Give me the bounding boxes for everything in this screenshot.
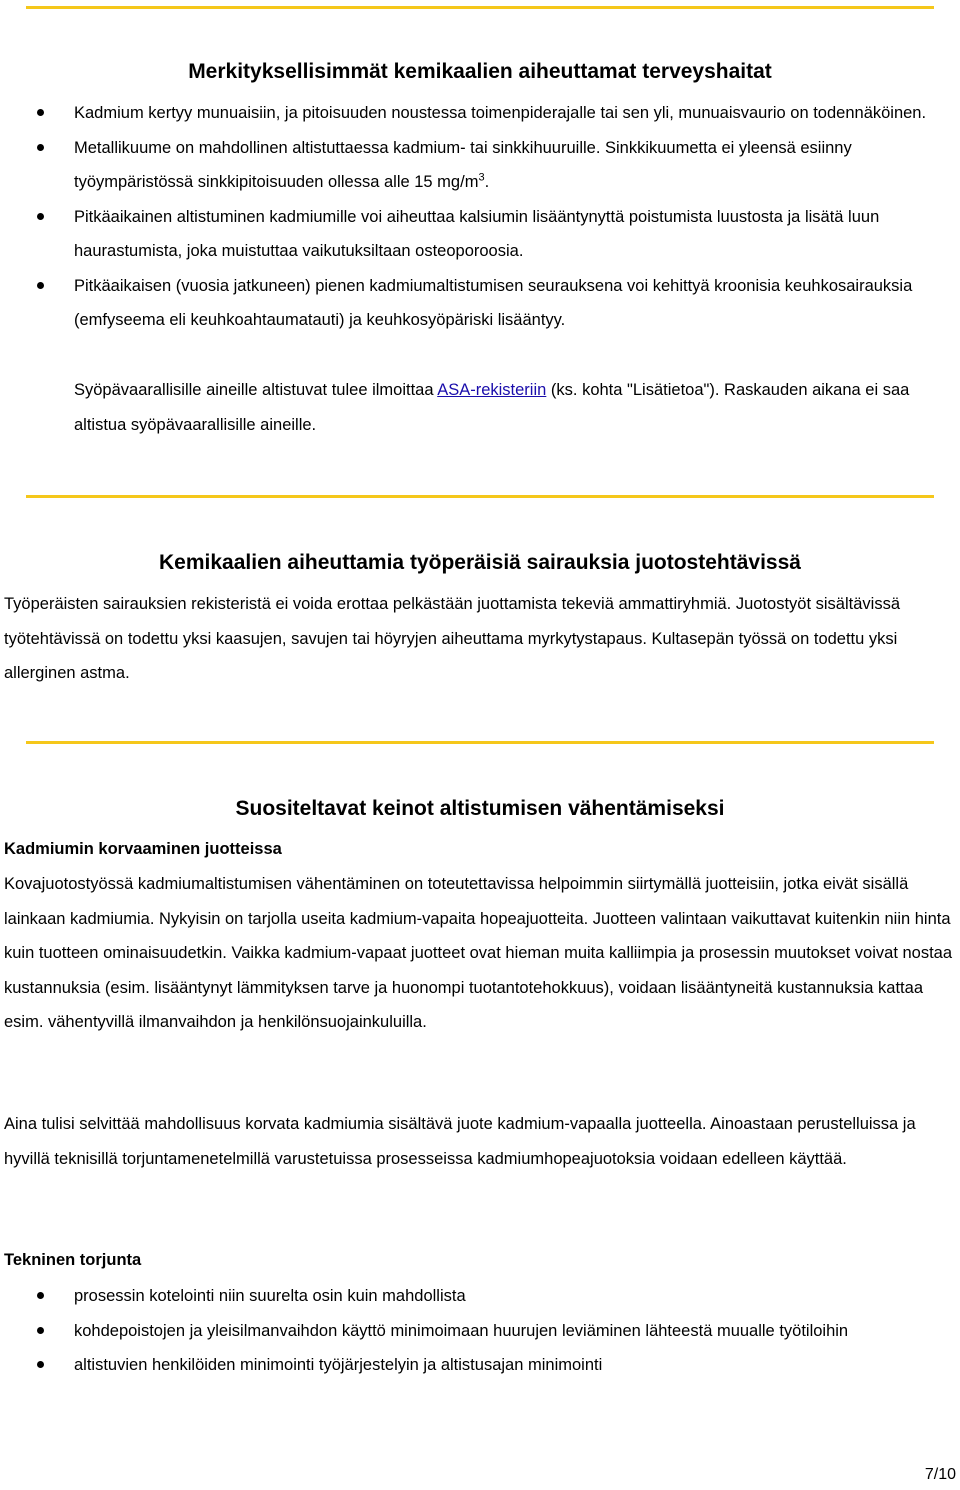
list-item: Metallikuume on mahdollinen altistuttaessa kadmium- tai sinkkihuuruille. Sinkkikuumetta ei yleensä esiinny työympäristössä sinkkipitoisuuden ollessa alle 15 $mg/m^3$. <box>0 131 960 200</box>
list-item: altistuvien henkilöiden minimointi työjärjestelyin ja altistusajan minimointi <box>0 1348 960 1383</box>
subheading-technical-control: Tekninen torjunta <box>4 1251 142 1269</box>
subheading-cadmium-replacement: Kadmiumin korvaaminen juotteissa <box>4 840 282 858</box>
list-item: Pitkäaikainen altistuminen kadmiumille voi aiheuttaa kalsiumin lisääntynyttä poistumista luustosta ja lisätä luun haurastumista, joka muistuttaa vaikutuksiltaan osteoporoosia. <box>0 200 960 269</box>
list-item: Kadmium kertyy munuaisiin, ja pitoisuuden noustessa toimenpiderajalle tai sen yli, munuaisvaurio on todennäköinen. <box>0 96 960 131</box>
substitution-paragraph: Aina tulisi selvittää mahdollisuus korvata kadmiumia sisältävä juote kadmium-vapaalla juotteella. Ainoastaan perustelluissa ja hyvillä teknisillä torjuntamenetelmillä varustetuissa prosesseissa kadmiumhopeajuotoksia voidaan edelleen käyttää. <box>4 1115 916 1168</box>
section-title-occupational-diseases: Kemikaalien aiheuttamia työperäisiä sairauksia juotostehtävissä <box>159 551 801 574</box>
technical-control-list <box>0 1279 960 1383</box>
asa-register-link[interactable]: ASA-rekisteriin <box>437 381 547 399</box>
page-number: 7/10 <box>924 1466 956 1483</box>
section-divider <box>26 495 934 498</box>
list-item: prosessin kotelointi niin suurelta osin kuin mahdollista <box>0 1279 960 1314</box>
list-item: Pitkäaikaisen (vuosia jatkuneen) pienen kadmiumaltistumisen seurauksena voi kehittyä kroonisia keuhkosairauksia (emfyseema eli keuhkoahtaumatauti) ja keuhkosyöpäriski lisääntyy. <box>0 269 960 338</box>
section-title-health-hazards: Merkityksellisimmät kemikaalien aiheuttamat terveyshaitat <box>188 60 772 83</box>
section-divider <box>26 741 934 744</box>
cadmium-replacement-paragraph: Kovajuotostyössä kadmiumaltistumisen vähentäminen on toteutettavissa helpoimmin siirtymällä juotteisiin, jotka eivät sisällä lainkaan kadmiumia. Nykyisin on tarjolla useita kadmium-vapaita hopeajuotteita. Juotteen valintaan vaikuttavat kuitenkin niin hinta kuin tuotteen ominaisuudetkin. Vaikka kadmium-vapaat juotteet ovat hieman muita kalliimpia ja prosessin muutokset voivat nostaa kustannuksia (esim. lisääntynyt lämmityksen tarve ja huonompi tuotantotehokkuus), voidaan lisääntyneitä kustannuksia kattaa esim. vähentyvillä ilmanvaihdon ja henkilönsuojainkuluilla. <box>4 875 953 1031</box>
health-hazards-list <box>0 96 960 338</box>
top-divider <box>26 6 934 9</box>
occupational-diseases-text: Työperäisten sairauksien rekisteristä ei voida erottaa pelkästään juottamista tekeviä ammattiryhmiä. Juotostyöt sisältävissä työtehtävissä on todettu yksi kaasujen, savujen tai höyryjen aiheuttama myrkytystapaus. Kultasepän työssä on todettu yksi allerginen astma. <box>4 595 900 682</box>
list-item: kohdepoistojen ja yleisilmanvaihdon käyttö minimoimaan huurujen leviäminen lähteestä muualle työtiloihin <box>0 1314 960 1349</box>
section-title-exposure-reduction: Suositeltavat keinot altistumisen vähentämiseksi <box>235 797 725 820</box>
carcinogen-note: Syöpävaarallisille aineille altistuvat tulee ilmoittaa ASA-rekisteriin (ks. kohta "Lisätietoa"). Raskauden aikana ei saa altistua syöpävaarallisille aineille. <box>74 381 910 434</box>
